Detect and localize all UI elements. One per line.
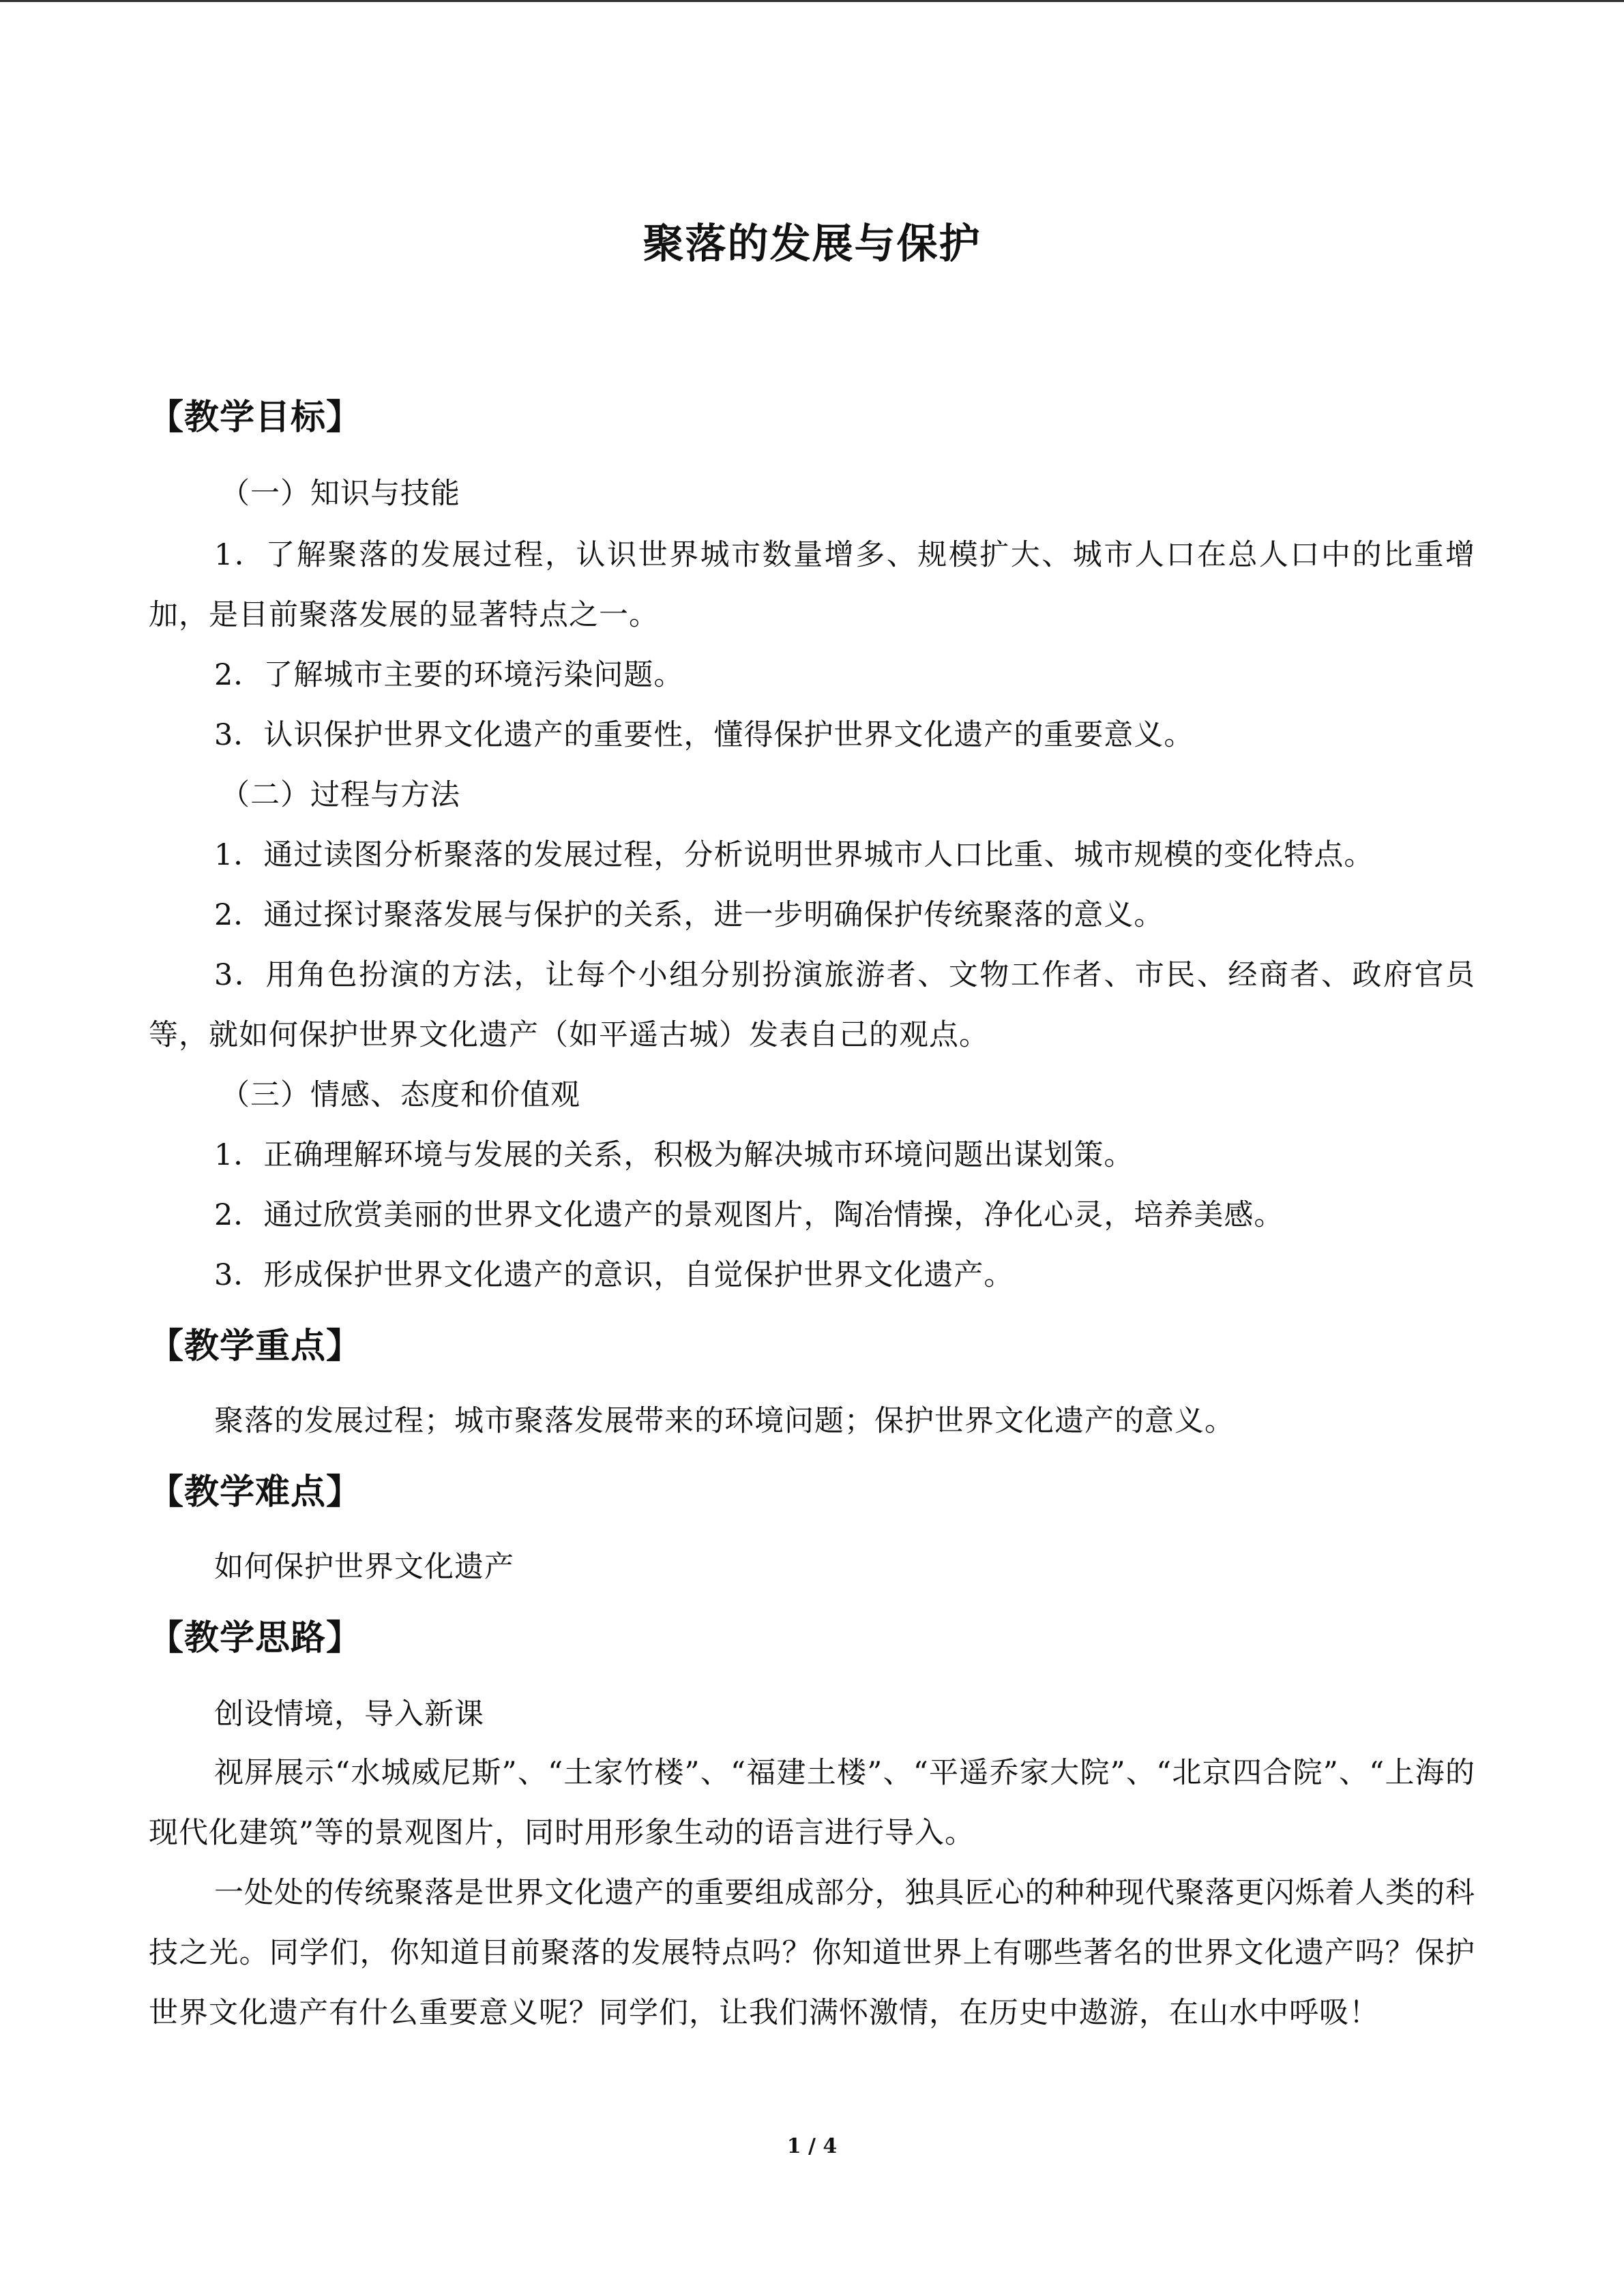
process-item-2: 2．通过探讨聚落发展与保护的关系，进一步明确保护传统聚落的意义。	[214, 898, 1164, 932]
key-points-heading: 【教学重点】	[149, 1326, 362, 1367]
values-item-1: 1．正确理解环境与发展的关系，积极为解决城市环境问题出谋划策。	[214, 1138, 1134, 1172]
approach-paragraph-1: 视屏展示“水城威尼斯”、“土家竹楼”、“福建土楼”、“平遥乔家大院”、“北京四合院”、“上海的现代化建筑”等的景观图片，同时用形象生动的语言进行导入。	[149, 1756, 1475, 1850]
values-item-2: 2．通过欣赏美丽的世界文化遗产的景观图片，陶冶情操，净化心灵，培养美感。	[214, 1198, 1284, 1232]
process-subheading: （二）过程与方法	[220, 778, 460, 812]
knowledge-subheading: （一）知识与技能	[220, 477, 460, 511]
values-item-3: 3．形成保护世界文化遗产的意识，自觉保护世界文化遗产。	[214, 1258, 1014, 1292]
difficulties-heading: 【教学难点】	[149, 1472, 362, 1512]
difficulties-text: 如何保护世界文化遗产	[214, 1550, 514, 1584]
page-number: 1 / 4	[786, 2134, 838, 2158]
approach-intro: 创设情境，导入新课	[214, 1697, 484, 1731]
top-border-line	[0, 0, 1624, 2]
objectives-heading: 【教学目标】	[149, 398, 362, 438]
document-title: 聚落的发展与保护	[643, 220, 981, 268]
key-points-text: 聚落的发展过程；城市聚落发展带来的环境问题；保护世界文化遗产的意义。	[214, 1404, 1235, 1438]
approach-paragraph-2: 一处处的传统聚落是世界文化遗产的重要组成部分，独具匠心的种种现代聚落更闪烁着人类的科技之光。同学们，你知道目前聚落的发展特点吗？你知道世界上有哪些著名的世界文化遗产吗？保护世界文化遗产有什么重要意义呢？同学们，让我们满怀激情，在历史中遨游，在山水中呼吸！	[149, 1876, 1475, 2030]
knowledge-item-1: 1．了解聚落的发展过程，认识世界城市数量增多、规模扩大、城市人口在总人口中的比重增加，是目前聚落发展的显著特点之一。	[149, 538, 1475, 632]
approach-heading: 【教学思路】	[149, 1618, 362, 1658]
values-subheading: （三）情感、态度和价值观	[220, 1078, 580, 1112]
knowledge-item-2: 2．了解城市主要的环境污染问题。	[214, 658, 684, 692]
process-item-1: 1．通过读图分析聚落的发展过程，分析说明世界城市人口比重、城市规模的变化特点。	[214, 838, 1374, 872]
process-item-3: 3．用角色扮演的方法，让每个小组分别扮演旅游者、文物工作者、市民、经商者、政府官员等，就如何保护世界文化遗产（如平遥古城）发表自己的观点。	[149, 958, 1475, 1052]
knowledge-item-3: 3．认识保护世界文化遗产的重要性，懂得保护世界文化遗产的重要意义。	[214, 718, 1194, 752]
